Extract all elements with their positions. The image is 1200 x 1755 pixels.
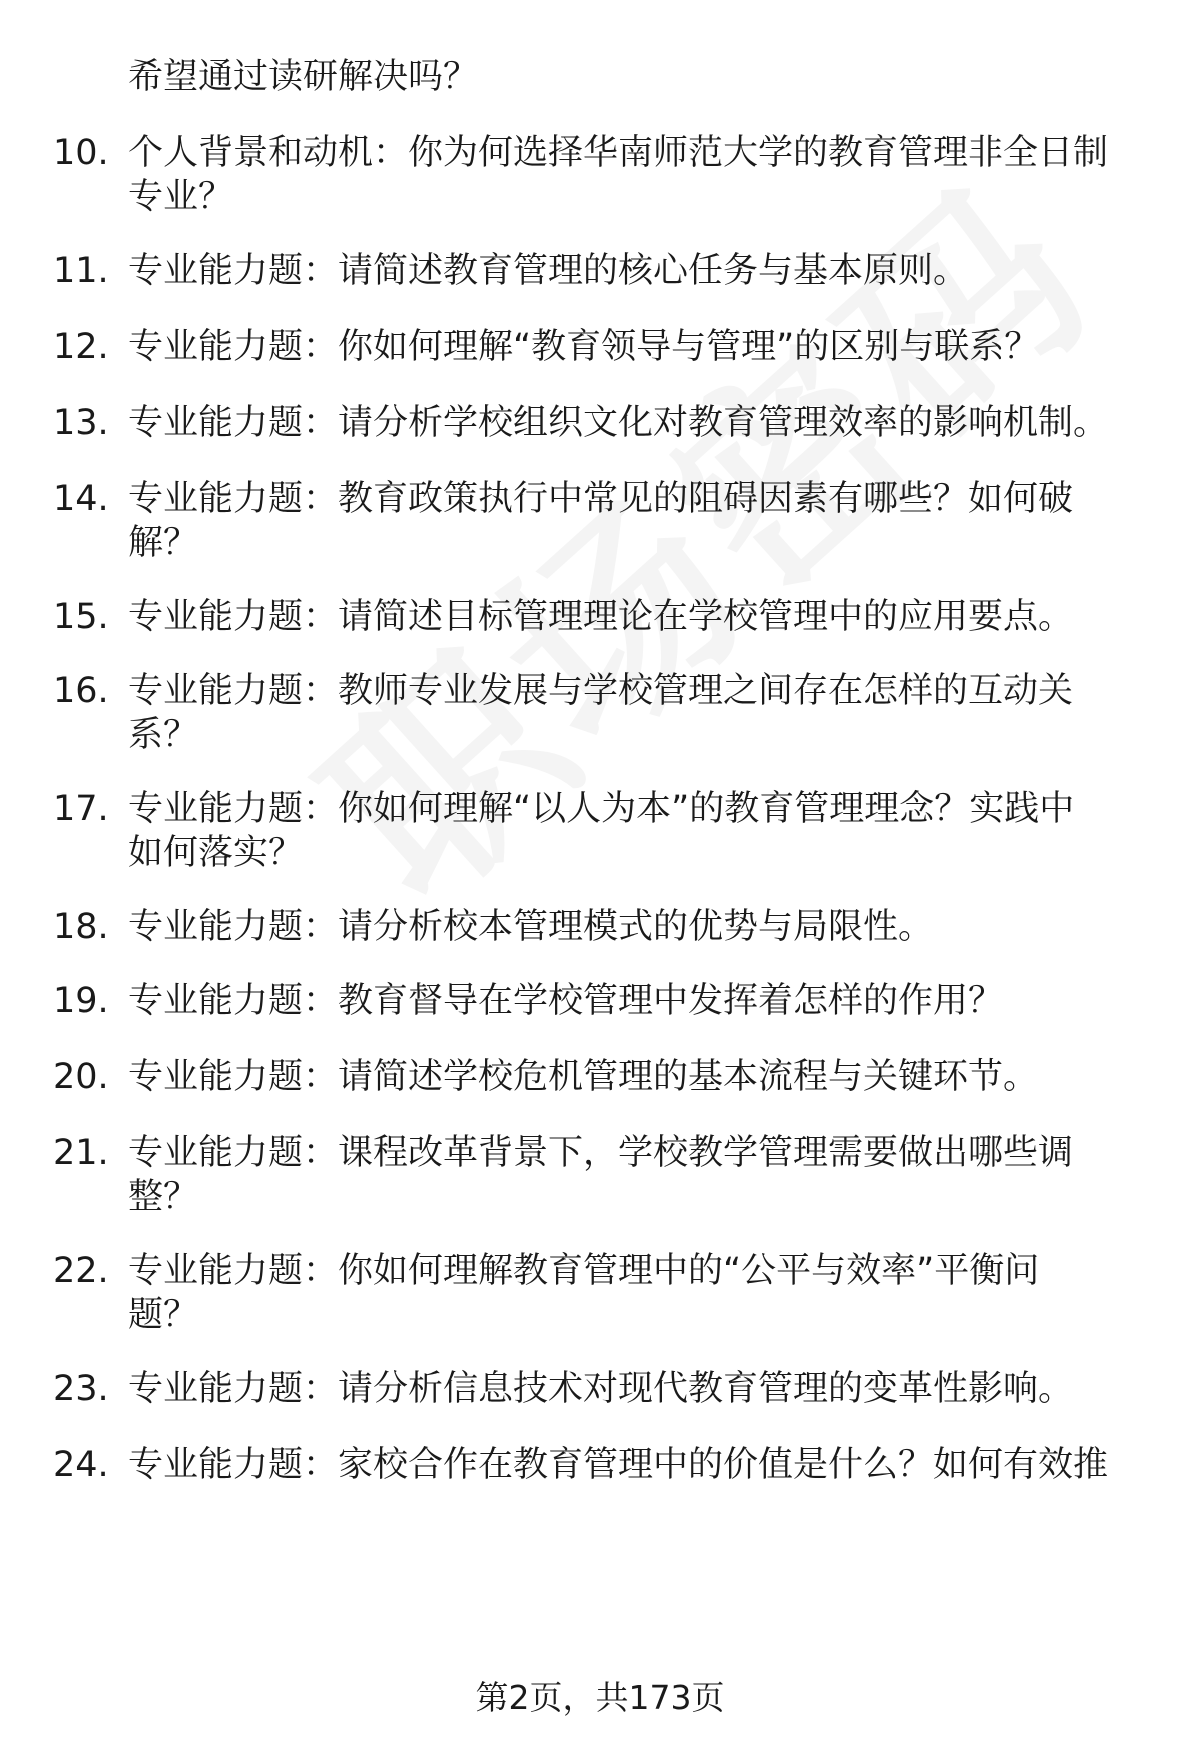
question-text: 专业能力题：教育督导在学校管理中发挥着怎样的作用？ bbox=[128, 981, 1004, 1021]
question-text: 专业能力题：你如何理解教育管理中的“公平与效率”平衡问 bbox=[128, 1251, 1040, 1291]
question-number: 24. bbox=[53, 1445, 109, 1485]
question-text: 专业能力题：教师专业发展与学校管理之间存在怎样的互动关 bbox=[128, 671, 1074, 711]
page-footer: 第2页，共173页 bbox=[475, 1678, 725, 1717]
question-text: 专业能力题：请简述学校危机管理的基本流程与关键环节。 bbox=[128, 1057, 1039, 1097]
question-number: 20. bbox=[53, 1057, 109, 1097]
question-text: 专业能力题：请分析校本管理模式的优势与局限性。 bbox=[128, 907, 934, 947]
question-text: 专业能力题：课程改革背景下，学校教学管理需要做出哪些调 bbox=[128, 1133, 1074, 1173]
question-number: 23. bbox=[53, 1369, 109, 1409]
question-text: 专业能力题：你如何理解“教育领导与管理”的区别与联系？ bbox=[128, 327, 1040, 367]
question-number: 17. bbox=[53, 789, 109, 829]
question-text: 个人背景和动机：你为何选择华南师范大学的教育管理非全日制 bbox=[128, 133, 1109, 173]
question-number: 21. bbox=[53, 1133, 109, 1173]
question-text: 专业能力题：请分析信息技术对现代教育管理的变革性影响。 bbox=[128, 1369, 1074, 1409]
question-number: 14. bbox=[53, 479, 109, 519]
question-number: 18. bbox=[53, 907, 109, 947]
question-number: 19. bbox=[53, 981, 109, 1021]
question-text: 专业能力题：家校合作在教育管理中的价值是什么？如何有效推 bbox=[128, 1445, 1109, 1485]
question-text: 专业？ bbox=[128, 177, 234, 217]
question-number: 15. bbox=[53, 597, 109, 637]
question-text: 题？ bbox=[128, 1295, 199, 1335]
question-text: 专业能力题：请简述目标管理理论在学校管理中的应用要点。 bbox=[128, 597, 1074, 637]
continuation-line: 希望通过读研解决吗？ bbox=[128, 57, 479, 97]
question-number: 13. bbox=[53, 403, 109, 443]
question-number: 12. bbox=[53, 327, 109, 367]
question-text: 专业能力题：请简述教育管理的核心任务与基本原则。 bbox=[128, 251, 969, 291]
question-text: 整？ bbox=[128, 1177, 199, 1217]
question-number: 11. bbox=[53, 251, 109, 291]
question-text: 专业能力题：教育政策执行中常见的阻碍因素有哪些？如何破 bbox=[128, 479, 1074, 519]
question-number: 10. bbox=[53, 133, 109, 173]
question-number: 16. bbox=[53, 671, 109, 711]
question-number: 22. bbox=[53, 1251, 109, 1291]
question-text: 专业能力题：请分析学校组织文化对教育管理效率的影响机制。 bbox=[128, 403, 1109, 443]
question-text: 如何落实？ bbox=[128, 833, 304, 873]
question-text: 系？ bbox=[128, 715, 199, 755]
question-text: 专业能力题：你如何理解“以人为本”的教育管理理念？实践中 bbox=[128, 789, 1075, 829]
question-text: 解？ bbox=[128, 523, 199, 563]
